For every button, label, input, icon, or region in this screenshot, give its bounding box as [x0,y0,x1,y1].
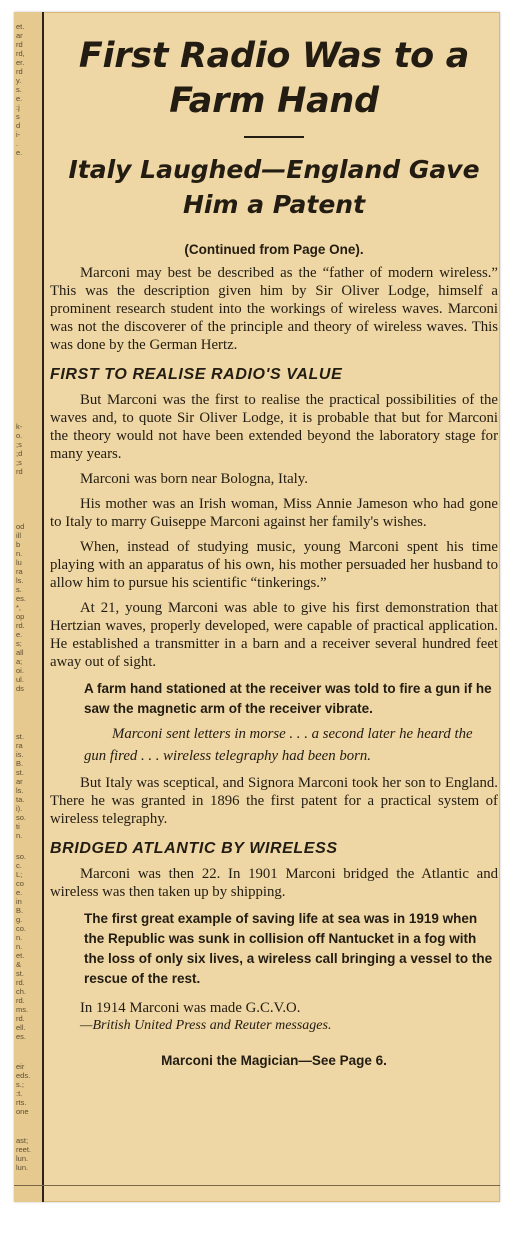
republic-highlight: The first great example of saving life at sea was in 1919 when the Republic was sunk in collision off Nantucket in a fog with the loss of only six lives, a wireless call bringing a vessel to the rescue of the rest. [84,911,493,986]
section-heading-atlantic: BRIDGED ATLANTIC BY WIRELESS [50,840,338,857]
subheadline: Italy Laughed—England Gave Him a Patent [68,155,480,219]
cut-text-fragment: od ill b n. lu ra ls. s. es. *, op rd. e. s; all a; oi. ul. ds [16,522,27,693]
cut-text-fragment: so. c. L; co e. in B. g. co. n. n. et. & st. rd. ch. rd. ms. rd. ell. es. [16,852,29,1041]
see-page-footer: Marconi the Magician—See Page 6. [161,1053,387,1068]
intro-paragraph: Marconi may best be described as the “father of modern wireless.” This was the description given him by Sir Oliver Lodge, himself a prominent research student into the workings of wireless waves. Marconi was not the discoverer of the principle and theory of wireless waves. This was done by the German Hertz. [50,265,498,353]
cut-text-fragment: ast; reet. lun. lun. [16,1136,32,1172]
cut-text-fragment: eir eds. s.; :t. rts. one [16,1062,31,1116]
cut-text-fragment: k- o. ;s ;d ;s rd [16,422,23,476]
morse-quote [84,723,498,767]
paragraph-tinkerings: When, instead of studying music, young Marconi spent his time playing with an apparatus of his own, his mother persuaded her husband to allow him to pursue his scientific “tinkerings.” [50,539,498,591]
cut-text-fragment: et. ar rd rd, er. rd y. s. e. :j s d i- . e. [16,22,25,157]
paragraph-born: Marconi was born near Bologna, Italy. [80,471,308,487]
headline-divider [244,136,304,138]
continued-note: (Continued from Page One). [184,242,364,257]
paragraph-mother: His mother was an Irish woman, Miss Annie Jameson who had gone to Italy to marry Guiseppe Marconi against her family's wishes. [50,496,498,530]
newspaper-clipping [14,12,500,1202]
bottom-rule [14,1185,500,1186]
morse-quote-text: Marconi sent letters in morse . . . a second later he heard the gun fired . . . wireless telegraphy had been born. [84,726,473,764]
article-column [50,12,498,1202]
paragraph-england: But Italy was sceptical, and Signora Marconi took her son to England. There he was granted in 1896 the first patent for a practical system of wireless telegraphy. [50,775,498,827]
farm-hand-highlight: A farm hand stationed at the receiver was told to fire a gun if he saw the magnetic arm of the receiver vibrate. [84,681,492,716]
press-credit: —British United Press and Reuter messages. [80,1018,332,1033]
paragraph-atlantic: Marconi was then 22. In 1901 Marconi bridged the Atlantic and wireless was then taken up by shipping. [50,866,498,900]
adjacent-column-strip [14,12,44,1202]
section-heading-realise: FIRST TO REALISE RADIO'S VALUE [50,366,343,383]
gcvo-line: In 1914 Marconi was made G.C.V.O. [80,1000,301,1016]
paragraph-possibilities: But Marconi was the first to realise the practical possibilities of the waves and, to quote Sir Oliver Lodge, it is probable that but for Marconi the theory would not have been extended beyond the laboratory stage for many years. [50,392,498,462]
paragraph-demonstration: At 21, young Marconi was able to give his first demonstration that Hertzian waves, properly developed, were capable of practical application. He established a transmitter in a barn and a receiver several hundred feet away out of sight. [50,600,498,670]
cut-text-fragment: st. ra is. B. st. ar ls. ta. i). so. ti n. [16,732,27,840]
headline: First Radio Was to a Farm Hand [78,36,470,121]
